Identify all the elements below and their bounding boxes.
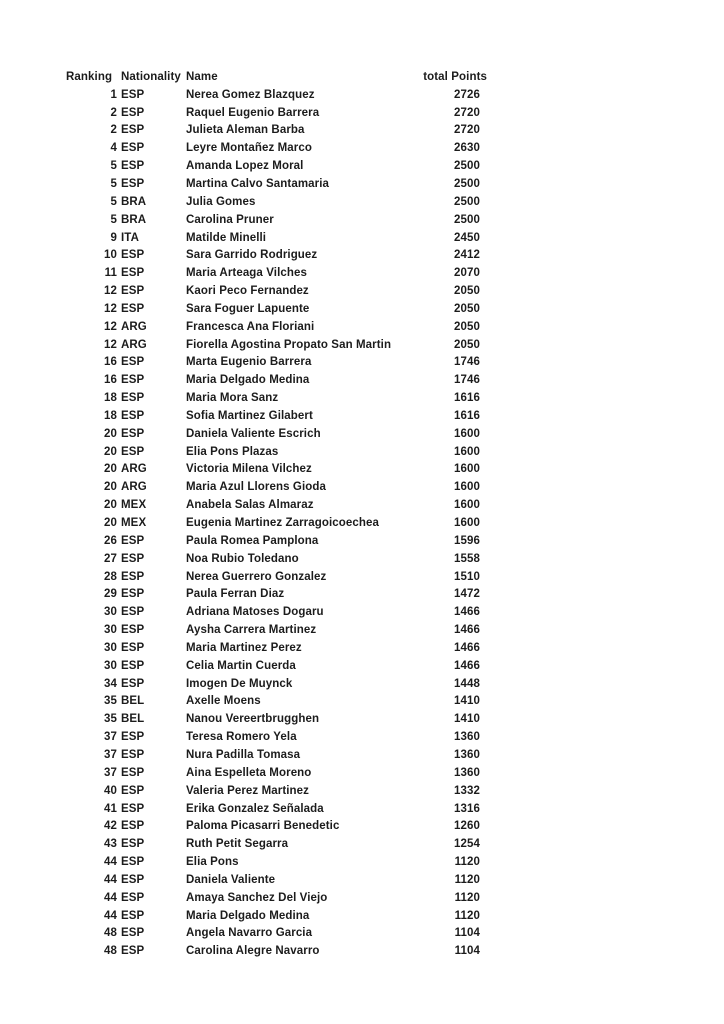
table-row: [66, 925, 488, 943]
nationality-cell: ESP: [121, 588, 145, 601]
points-cell: 1616: [454, 409, 480, 422]
table-row: [66, 122, 488, 140]
table-row: [66, 603, 488, 621]
rank-cell: 12: [104, 320, 117, 333]
rank-cell: 30: [104, 659, 117, 672]
table-row: [66, 157, 488, 175]
points-cell: 1104: [454, 927, 480, 940]
table-row: [66, 229, 488, 247]
rank-cell: 48: [104, 927, 117, 940]
rank-cell: 2: [110, 124, 117, 137]
nationality-cell: ESP: [121, 856, 145, 869]
rank-cell: 9: [110, 231, 117, 244]
nationality-cell: MEX: [121, 499, 147, 512]
table-row: [66, 282, 488, 300]
name-cell: Angela Navarro Garcia: [186, 927, 313, 940]
points-cell: 1332: [454, 784, 480, 797]
points-cell: 1600: [454, 481, 480, 494]
nationality-cell: ESP: [121, 374, 145, 387]
nationality-cell: BRA: [121, 213, 147, 226]
name-cell: Erika Gonzalez Señalada: [186, 802, 324, 815]
table-row: [66, 193, 488, 211]
nationality-cell: ESP: [121, 891, 145, 904]
table-row: [66, 478, 488, 496]
points-cell: 1410: [454, 713, 480, 726]
rank-cell: 27: [104, 552, 117, 565]
table-row: [66, 425, 488, 443]
points-cell: 2050: [454, 320, 480, 333]
name-cell: Fiorella Agostina Propato San Martin: [186, 338, 392, 351]
rank-cell: 42: [104, 820, 117, 833]
nationality-cell: ESP: [121, 677, 145, 690]
rank-cell: 20: [104, 427, 117, 440]
name-cell: Paula Romea Pamplona: [186, 534, 319, 547]
name-cell: Carolina Pruner: [186, 213, 274, 226]
nationality-cell: ESP: [121, 249, 145, 262]
nationality-cell: MEX: [121, 517, 147, 530]
name-cell: Daniela Valiente: [186, 873, 276, 886]
rank-cell: 18: [104, 409, 117, 422]
nationality-cell: ESP: [121, 820, 145, 833]
table-row: [66, 657, 488, 675]
nationality-cell: ESP: [121, 445, 145, 458]
points-cell: 2630: [454, 142, 480, 155]
table-row: [66, 407, 488, 425]
name-cell: Nura Padilla Tomasa: [186, 748, 301, 761]
rank-cell: 44: [104, 891, 117, 904]
table-row: [66, 139, 488, 157]
table-row: [66, 175, 488, 193]
name-cell: Francesca Ana Floriani: [186, 320, 315, 333]
points-cell: 1600: [454, 499, 480, 512]
nationality-cell: ESP: [121, 124, 145, 137]
nationality-cell: ESP: [121, 142, 145, 155]
table-row: [66, 336, 488, 354]
name-cell: Elia Pons: [186, 856, 239, 869]
points-cell: 2500: [454, 213, 480, 226]
points-cell: 2720: [454, 106, 480, 119]
table-row: [66, 211, 488, 229]
points-cell: 1600: [454, 463, 480, 476]
header-total-points: total Points: [423, 70, 487, 83]
nationality-cell: ESP: [121, 302, 145, 315]
name-cell: Paloma Picasarri Benedetic: [186, 820, 340, 833]
table-row: [66, 443, 488, 461]
name-cell: Aina Espelleta Moreno: [186, 766, 312, 779]
rank-cell: 18: [104, 392, 117, 405]
name-cell: Valeria Perez Martinez: [186, 784, 310, 797]
name-cell: Sofia Martinez Gilabert: [186, 409, 313, 422]
points-cell: 1746: [454, 374, 480, 387]
points-cell: 1600: [454, 445, 480, 458]
rank-cell: 44: [104, 909, 117, 922]
table-row: [66, 104, 488, 122]
table-row: [66, 835, 488, 853]
points-cell: 2050: [454, 285, 480, 298]
name-cell: Sara Foguer Lapuente: [186, 302, 310, 315]
points-cell: 1616: [454, 392, 480, 405]
points-cell: 1120: [454, 891, 480, 904]
table-row: [66, 889, 488, 907]
nationality-cell: ESP: [121, 267, 145, 280]
rank-cell: 44: [104, 856, 117, 869]
name-cell: Eugenia Martinez Zarragoicoechea: [186, 517, 380, 530]
rank-cell: 5: [110, 213, 117, 226]
nationality-cell: ESP: [121, 606, 145, 619]
name-cell: Amanda Lopez Moral: [186, 160, 304, 173]
table-row: [66, 800, 488, 818]
name-cell: Leyre Montañez Marco: [186, 142, 312, 155]
rank-cell: 5: [110, 177, 117, 190]
table-row: [66, 817, 488, 835]
rank-cell: 41: [104, 802, 117, 815]
points-cell: 1600: [454, 427, 480, 440]
name-cell: Maria Martinez Perez: [186, 641, 302, 654]
rank-cell: 37: [104, 766, 117, 779]
ranking-table: [66, 68, 488, 960]
nationality-cell: ESP: [121, 927, 145, 940]
nationality-cell: ESP: [121, 659, 145, 672]
name-cell: Daniela Valiente Escrich: [186, 427, 321, 440]
name-cell: Nerea Guerrero Gonzalez: [186, 570, 327, 583]
points-cell: 1746: [454, 356, 480, 369]
rank-cell: 34: [104, 677, 117, 690]
points-cell: 1472: [454, 588, 480, 601]
rank-cell: 5: [110, 160, 117, 173]
rank-cell: 5: [110, 195, 117, 208]
name-cell: Paula Ferran Diaz: [186, 588, 285, 601]
points-cell: 2050: [454, 338, 480, 351]
name-cell: Maria Azul Llorens Gioda: [186, 481, 326, 494]
rank-cell: 26: [104, 534, 117, 547]
name-cell: Kaori Peco Fernandez: [186, 285, 309, 298]
rank-cell: 28: [104, 570, 117, 583]
points-cell: 1254: [454, 838, 480, 851]
nationality-cell: ESP: [121, 409, 145, 422]
points-cell: 1120: [454, 909, 480, 922]
rank-cell: 35: [104, 695, 117, 708]
table-row: [66, 496, 488, 514]
table-row: [66, 318, 488, 336]
table-row: [66, 550, 488, 568]
points-cell: 1600: [454, 517, 480, 530]
name-cell: Maria Delgado Medina: [186, 909, 310, 922]
points-cell: 2720: [454, 124, 480, 137]
rank-cell: 48: [104, 945, 117, 958]
table-row: [66, 354, 488, 372]
table-row: [66, 532, 488, 550]
rank-cell: 12: [104, 285, 117, 298]
table-row: [66, 942, 488, 960]
rank-cell: 12: [104, 302, 117, 315]
points-cell: 2050: [454, 302, 480, 315]
nationality-cell: ESP: [121, 534, 145, 547]
rank-cell: 2: [110, 106, 117, 119]
table-row: [66, 300, 488, 318]
rank-cell: 40: [104, 784, 117, 797]
points-cell: 1120: [454, 873, 480, 886]
name-cell: Maria Arteaga Vilches: [186, 267, 307, 280]
points-cell: 1360: [454, 766, 480, 779]
table-row: [66, 86, 488, 104]
rank-cell: 1: [110, 88, 117, 101]
header-name: Name: [186, 70, 218, 83]
nationality-cell: ESP: [121, 766, 145, 779]
nationality-cell: ESP: [121, 570, 145, 583]
points-cell: 2070: [454, 267, 480, 280]
rank-cell: 43: [104, 838, 117, 851]
nationality-cell: ARG: [121, 320, 147, 333]
name-cell: Nerea Gomez Blazquez: [186, 88, 315, 101]
table-row: [66, 371, 488, 389]
rank-cell: 20: [104, 481, 117, 494]
table-row: [66, 675, 488, 693]
points-cell: 1104: [454, 945, 480, 958]
nationality-cell: ESP: [121, 909, 145, 922]
points-cell: 1316: [454, 802, 480, 815]
table-row: [66, 871, 488, 889]
name-cell: Elia Pons Plazas: [186, 445, 279, 458]
points-cell: 1410: [454, 695, 480, 708]
points-cell: 2412: [454, 249, 480, 262]
nationality-cell: ESP: [121, 802, 145, 815]
name-cell: Celia Martin Cuerda: [186, 659, 296, 672]
points-cell: 1260: [454, 820, 480, 833]
table-row: [66, 764, 488, 782]
points-cell: 2500: [454, 195, 480, 208]
table-row: [66, 585, 488, 603]
table-row: [66, 568, 488, 586]
nationality-cell: ITA: [121, 231, 139, 244]
name-cell: Anabela Salas Almaraz: [186, 499, 314, 512]
table-row: [66, 853, 488, 871]
points-cell: 1120: [454, 856, 480, 869]
name-cell: Victoria Milena Vilchez: [186, 463, 312, 476]
points-cell: 2500: [454, 177, 480, 190]
header-ranking: Ranking: [66, 70, 113, 83]
table-row: [66, 710, 488, 728]
table-row: [66, 514, 488, 532]
name-cell: Amaya Sanchez Del Viejo: [186, 891, 328, 904]
name-cell: Sara Garrido Rodriguez: [186, 249, 318, 262]
name-cell: Carolina Alegre Navarro: [186, 945, 320, 958]
table-row: [66, 264, 488, 282]
nationality-cell: ESP: [121, 88, 145, 101]
rank-cell: 20: [104, 517, 117, 530]
nationality-cell: ESP: [121, 945, 145, 958]
name-cell: Noa Rubio Toledano: [186, 552, 299, 565]
rank-cell: 37: [104, 748, 117, 761]
name-cell: Maria Delgado Medina: [186, 374, 310, 387]
rank-cell: 4: [110, 142, 117, 155]
name-cell: Julia Gomes: [186, 195, 256, 208]
nationality-cell: ESP: [121, 784, 145, 797]
table-row: [66, 907, 488, 925]
name-cell: Marta Eugenio Barrera: [186, 356, 312, 369]
name-cell: Nanou Vereertbrugghen: [186, 713, 320, 726]
nationality-cell: ARG: [121, 463, 147, 476]
nationality-cell: ESP: [121, 552, 145, 565]
table-header-row: [66, 68, 488, 86]
points-cell: 2726: [454, 88, 480, 101]
nationality-cell: ESP: [121, 873, 145, 886]
nationality-cell: ARG: [121, 481, 147, 494]
nationality-cell: ESP: [121, 641, 145, 654]
name-cell: Martina Calvo Santamaria: [186, 177, 330, 190]
table-row: [66, 639, 488, 657]
rank-cell: 12: [104, 338, 117, 351]
points-cell: 1466: [454, 606, 480, 619]
name-cell: Raquel Eugenio Barrera: [186, 106, 320, 119]
rank-cell: 30: [104, 606, 117, 619]
points-cell: 1596: [454, 534, 480, 547]
rank-cell: 20: [104, 499, 117, 512]
points-cell: 1360: [454, 731, 480, 744]
nationality-cell: BEL: [121, 713, 145, 726]
table-row: [66, 461, 488, 479]
rank-cell: 10: [104, 249, 117, 262]
nationality-cell: ESP: [121, 748, 145, 761]
rank-cell: 44: [104, 873, 117, 886]
nationality-cell: ESP: [121, 177, 145, 190]
name-cell: Adriana Matoses Dogaru: [186, 606, 324, 619]
points-cell: 1466: [454, 659, 480, 672]
table-row: [66, 246, 488, 264]
points-cell: 1466: [454, 624, 480, 637]
rank-cell: 35: [104, 713, 117, 726]
header-nationality: Nationality: [121, 70, 181, 83]
name-cell: Aysha Carrera Martinez: [186, 624, 317, 637]
nationality-cell: ESP: [121, 731, 145, 744]
nationality-cell: BEL: [121, 695, 145, 708]
nationality-cell: ESP: [121, 160, 145, 173]
nationality-cell: ESP: [121, 106, 145, 119]
nationality-cell: ESP: [121, 285, 145, 298]
points-cell: 1558: [454, 552, 480, 565]
table-row: [66, 693, 488, 711]
rank-cell: 29: [104, 588, 117, 601]
points-cell: 1510: [454, 570, 480, 583]
nationality-cell: ESP: [121, 838, 145, 851]
nationality-cell: ESP: [121, 392, 145, 405]
points-cell: 1466: [454, 641, 480, 654]
name-cell: Matilde Minelli: [186, 231, 267, 244]
rank-cell: 37: [104, 731, 117, 744]
name-cell: Maria Mora Sanz: [186, 392, 279, 405]
table-row: [66, 389, 488, 407]
rank-cell: 30: [104, 641, 117, 654]
table-row: [66, 728, 488, 746]
nationality-cell: BRA: [121, 195, 147, 208]
name-cell: Imogen De Muynck: [186, 677, 293, 690]
rank-cell: 16: [104, 374, 117, 387]
rank-cell: 30: [104, 624, 117, 637]
table-row: [66, 746, 488, 764]
nationality-cell: ESP: [121, 624, 145, 637]
table-row: [66, 782, 488, 800]
nationality-cell: ESP: [121, 356, 145, 369]
points-cell: 1360: [454, 748, 480, 761]
nationality-cell: ARG: [121, 338, 147, 351]
name-cell: Teresa Romero Yela: [186, 731, 297, 744]
table-body: [66, 86, 488, 960]
rank-cell: 11: [104, 267, 117, 280]
rank-cell: 20: [104, 445, 117, 458]
table-row: [66, 621, 488, 639]
points-cell: 1448: [454, 677, 480, 690]
rank-cell: 20: [104, 463, 117, 476]
name-cell: Ruth Petit Segarra: [186, 838, 289, 851]
name-cell: Axelle Moens: [186, 695, 261, 708]
name-cell: Julieta Aleman Barba: [186, 124, 305, 137]
points-cell: 2450: [454, 231, 480, 244]
rank-cell: 16: [104, 356, 117, 369]
points-cell: 2500: [454, 160, 480, 173]
nationality-cell: ESP: [121, 427, 145, 440]
